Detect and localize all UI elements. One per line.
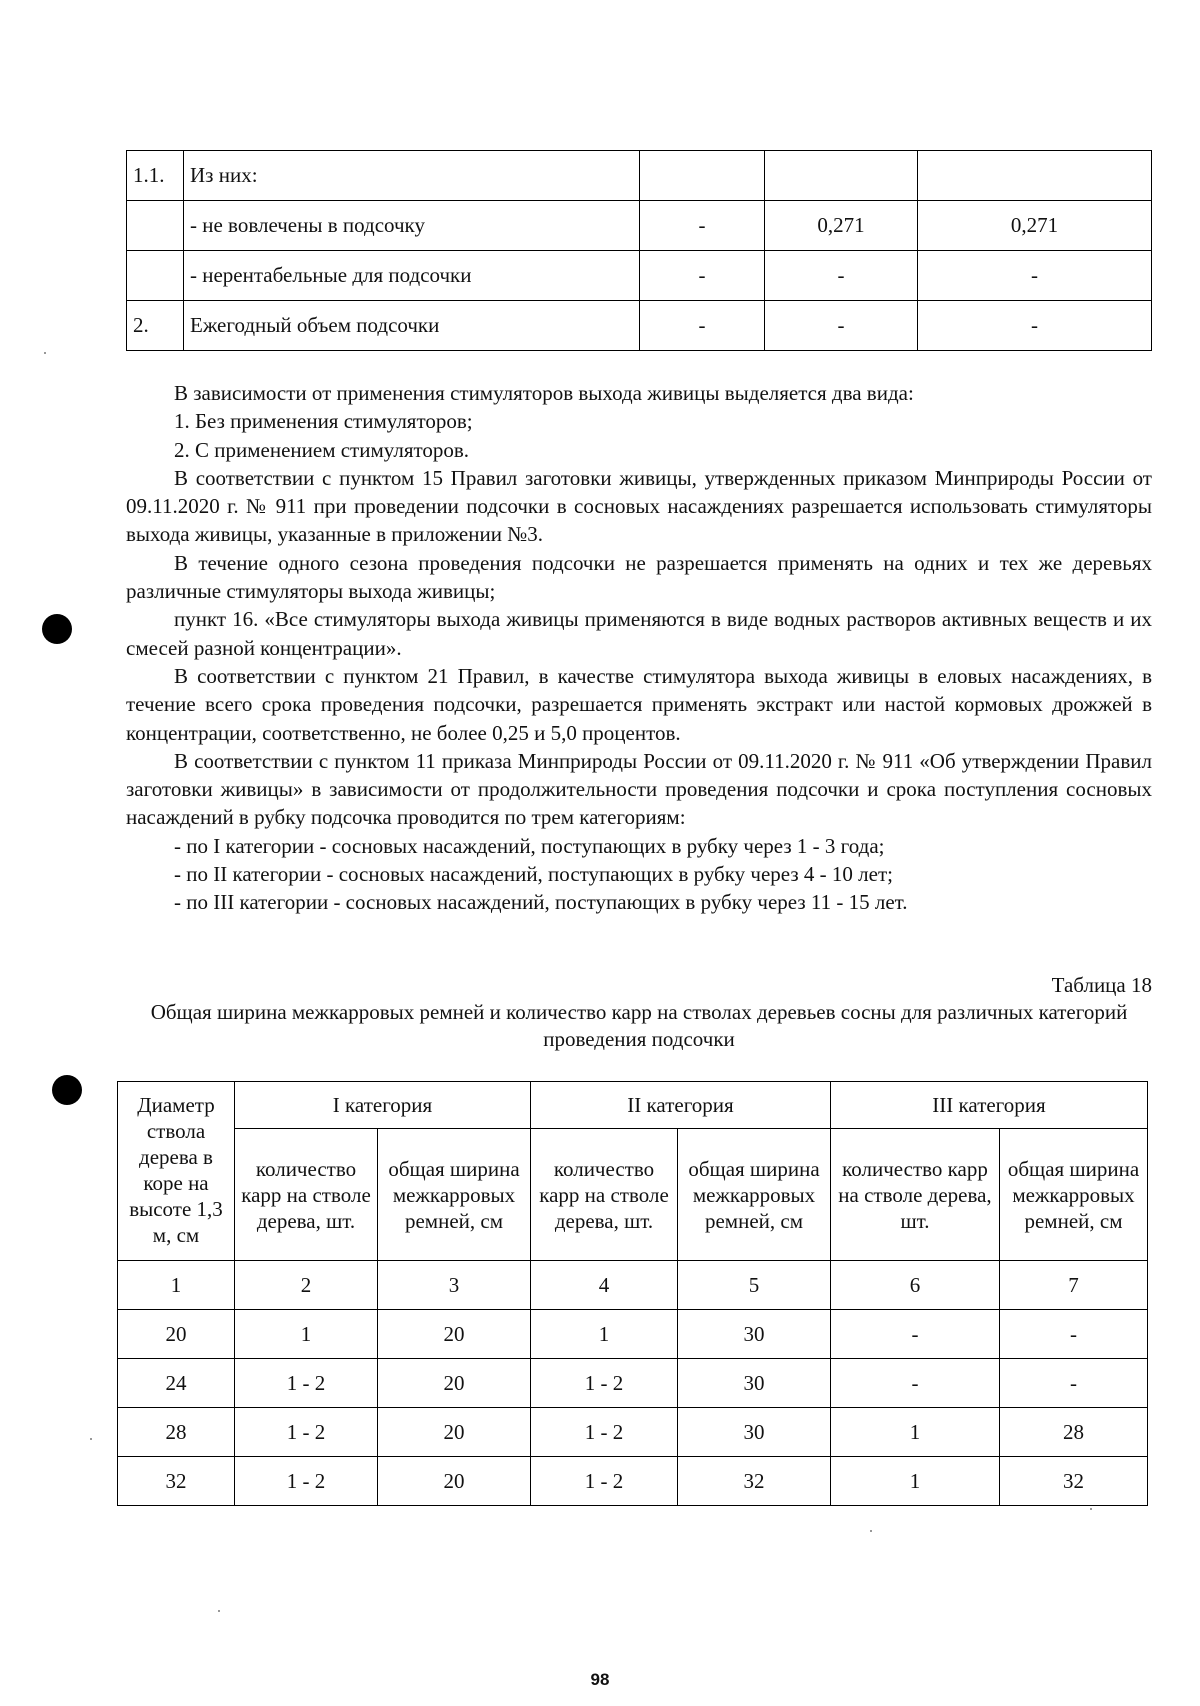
cell: -: [918, 251, 1152, 301]
table-row: [118, 1359, 1148, 1408]
header-row: [118, 1082, 1148, 1129]
table-row: [127, 251, 1152, 301]
cell: -: [1000, 1310, 1148, 1359]
punch-hole-upper: [42, 614, 72, 644]
column-number: 4: [531, 1261, 678, 1310]
cell: -: [1000, 1359, 1148, 1408]
row-number: [127, 201, 184, 251]
subheader-width: общая ширина межкарровых ремней, см: [1000, 1129, 1148, 1261]
summary-table: [126, 150, 1152, 351]
row-name: Ежегодный объем подсочки: [184, 301, 640, 351]
table-caption: [126, 972, 1152, 1053]
subheader-width: общая ширина межкарровых ремней, см: [678, 1129, 831, 1261]
cell: 1: [831, 1457, 1000, 1506]
table-row: [118, 1310, 1148, 1359]
cell: -: [765, 301, 918, 351]
cell: 20: [378, 1457, 531, 1506]
cell-diameter: 20: [118, 1310, 235, 1359]
cell: [640, 151, 765, 201]
scan-speck: [90, 1438, 92, 1440]
paragraph: В зависимости от применения стимуляторов выхода живицы выделяется два вида:: [174, 381, 914, 405]
col-header-diameter: Диаметр ствола дерева в коре на высоте 1,3 м, см: [118, 1082, 235, 1261]
table-title: Общая ширина межкарровых ремней и количество карр на стволах деревьев сосны для различных категорий проведения подсочки: [150, 1000, 1128, 1051]
subheader-count: количество карр на стволе дерева, шт.: [235, 1129, 378, 1261]
cell: -: [640, 301, 765, 351]
cell: 1 - 2: [531, 1457, 678, 1506]
column-number: 3: [378, 1261, 531, 1310]
row-name: - нерентабельные для подсочки: [184, 251, 640, 301]
cell: -: [640, 251, 765, 301]
subheader-row: [118, 1129, 1148, 1261]
cell-diameter: 24: [118, 1359, 235, 1408]
table-row: [127, 301, 1152, 351]
subheader-width: общая ширина межкарровых ремней, см: [378, 1129, 531, 1261]
paragraph: В соответствии с пунктом 21 Правил, в качестве стимулятора выхода живицы в еловых насаждениях, в течение всего срока проведения подсочки, разрешается применять экстракт или настой кормовых дрожжей в концентрации, соответственно, не более 0,25 и 5,0 процентов.: [126, 663, 1152, 745]
column-number: 5: [678, 1261, 831, 1310]
paragraph: пункт 16. «Все стимуляторы выхода живицы применяются в виде водных растворов активных веществ и их смесей разной концентрации».: [126, 607, 1152, 660]
list-item: 2. С применением стимуляторов.: [174, 437, 470, 462]
page-number: 98: [590, 1670, 610, 1689]
row-number: 1.1.: [127, 151, 184, 201]
list-item: - по II категории - сосновых насаждений, поступающих в рубку через 4 - 10 лет;: [174, 862, 893, 887]
list-item: - по I категории - сосновых насаждений, поступающих в рубку через 1 - 3 года;: [174, 833, 885, 858]
cell: 20: [378, 1408, 531, 1457]
cell: 20: [378, 1310, 531, 1359]
table-row: [127, 201, 1152, 251]
table-row: [127, 151, 1152, 201]
subheader-count: количество карр на стволе дерева, шт.: [831, 1129, 1000, 1261]
cell: 1: [235, 1310, 378, 1359]
row-number: [127, 251, 184, 301]
list-item: - по III категории - сосновых насаждений, поступающих в рубку через 11 - 15 лет.: [174, 890, 908, 915]
cell: -: [640, 201, 765, 251]
row-name: Из них:: [184, 151, 640, 201]
cell: 0,271: [918, 201, 1152, 251]
cell: 1 - 2: [235, 1359, 378, 1408]
cell: -: [918, 301, 1152, 351]
cell: 30: [678, 1359, 831, 1408]
cell: 32: [1000, 1457, 1148, 1506]
cell: 1: [531, 1310, 678, 1359]
cell: 0,271: [765, 201, 918, 251]
cell: [765, 151, 918, 201]
cell: [918, 151, 1152, 201]
table-row: [118, 1408, 1148, 1457]
paragraph: В соответствии с пунктом 11 приказа Минприроды России от 09.11.2020 г. № 911 «Об утверждении Правил заготовки живицы» в зависимости от продолжительности проведения подсочки и срока поступления сосновых насаждений в рубку подсочка проводится по трем категориям:: [126, 748, 1152, 830]
column-number: 1: [118, 1261, 235, 1310]
scan-speck: [44, 352, 46, 354]
row-number: 2.: [127, 301, 184, 351]
cell: 1 - 2: [531, 1408, 678, 1457]
scan-speck: [218, 1610, 220, 1612]
cell: 1 - 2: [235, 1408, 378, 1457]
cell: 30: [678, 1310, 831, 1359]
list-item: 1. Без применения стимуляторов;: [174, 409, 473, 434]
col-header-category-3: III категория: [831, 1082, 1148, 1129]
column-number: 6: [831, 1261, 1000, 1310]
punch-hole-lower: [52, 1075, 82, 1105]
row-name: - не вовлечены в подсочку: [184, 201, 640, 251]
cell: -: [831, 1310, 1000, 1359]
paragraph: В соответствии с пунктом 15 Правил заготовки живицы, утвержденных приказом Минприроды России от 09.11.2020 г. № 911 при проведении подсочки в сосновых насаждениях разрешается использовать стимуляторы выхода живицы, указанные в приложении №3.: [126, 465, 1152, 547]
subheader-count: количество карр на стволе дерева, шт.: [531, 1129, 678, 1261]
scan-speck: [870, 1530, 872, 1532]
cell: 1 - 2: [235, 1457, 378, 1506]
table-number: Таблица 18: [1051, 973, 1152, 997]
cell-diameter: 32: [118, 1457, 235, 1506]
col-header-category-1: I категория: [235, 1082, 531, 1129]
cell: 1: [831, 1408, 1000, 1457]
cell: 1 - 2: [531, 1359, 678, 1408]
table-18: [117, 1081, 1148, 1506]
column-number: 7: [1000, 1261, 1148, 1310]
cell-diameter: 28: [118, 1408, 235, 1457]
col-header-category-2: II категория: [531, 1082, 831, 1129]
cell: 30: [678, 1408, 831, 1457]
column-number: 2: [235, 1261, 378, 1310]
scan-speck: [1090, 1508, 1092, 1510]
cell: 28: [1000, 1408, 1148, 1457]
cell: -: [765, 251, 918, 301]
body-text: [126, 379, 1152, 917]
paragraph: В течение одного сезона проведения подсочки не разрешается применять на одних и тех же деревьях различные стимуляторы выхода живицы;: [126, 550, 1152, 604]
cell: -: [831, 1359, 1000, 1408]
cell: 32: [678, 1457, 831, 1506]
column-number-row: [118, 1261, 1148, 1310]
table-row: [118, 1457, 1148, 1506]
cell: 20: [378, 1359, 531, 1408]
